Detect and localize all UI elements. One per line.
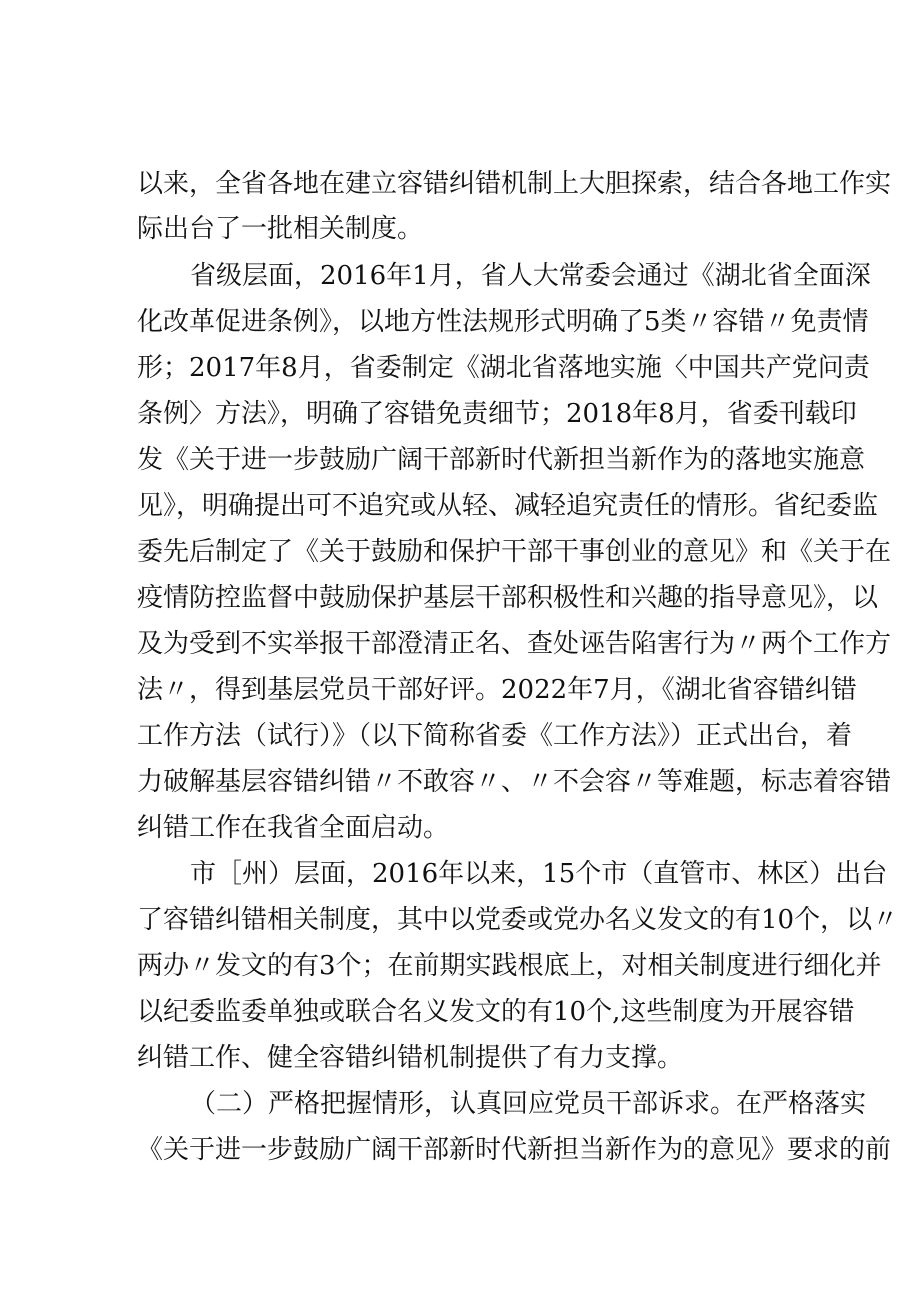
paragraph-line: 条例〉方法》，明确了容错免责细节；2018年8月，省委刊载印 [137, 399, 857, 429]
paragraph-line: 力破解基层容错纠错〃不敢容〃、〃不会容〃等难题，标志着容错 [137, 767, 892, 797]
paragraph-line: 工作方法（试行）》（以下简称省委《工作方法》）正式出台，着 [137, 721, 853, 751]
paragraph-line: 形；2017年8月，省委制定《湖北省落地实施〈中国共产党问责 [137, 353, 870, 383]
paragraph-line: 及为受到不实举报干部澄清正名、查处诬告陷害行为〃两个工作方 [137, 629, 892, 659]
paragraph-line: 以来，全省各地在建立容错纠错机制上大胆探索，结合各地工作实 [137, 169, 892, 199]
paragraph-line: 化改革促进条例》，以地方性法规形式明确了5类〃容错〃免责情 [137, 307, 869, 337]
paragraph-line: 纠错工作在我省全面启动。 [137, 813, 450, 843]
paragraph-line: 见》，明确提出可不追究或从轻、减轻追究责任的情形。省纪委监 [137, 491, 879, 521]
paragraph-line: 了容错纠错相关制度，其中以党委或党办名义发文的有10个，以〃 [137, 905, 899, 935]
paragraph-line: 纠错工作、健全容错纠错机制提供了有力支撑。 [137, 1043, 684, 1073]
paragraph-line: 际出台了一批相关制度。 [137, 214, 424, 244]
paragraph-line: 发《关于进一步鼓励广阔干部新时代新担当新作为的落地实施意 [137, 445, 866, 475]
paragraph-line: 以纪委监委单独或联合名义发文的有10个,这些制度为开展容错 [137, 997, 855, 1027]
paragraph-line: （二）严格把握情形，认真回应党员干部诉求。在严格落实 [190, 1089, 867, 1119]
paragraph-line: 省级层面，2016年1月，省人大常委会通过《湖北省全面深 [190, 261, 871, 291]
paragraph-line: 《关于进一步鼓励广阔干部新时代新担当新作为的意见》要求的前 [137, 1135, 892, 1165]
paragraph-line: 疫情防控监督中鼓励保护基层干部积极性和兴趣的指导意见》，以 [137, 583, 879, 613]
paragraph-line: 市［州）层面，2016年以来，15个市（直管市、林区）出台 [190, 859, 888, 889]
paragraph-line: 两办〃发文的有3个；在前期实践根底上，对相关制度进行细化并 [137, 951, 882, 981]
paragraph-line: 委先后制定了《关于鼓励和保护干部干事创业的意见》和《关于在 [137, 537, 892, 567]
paragraph-line: 法〃，得到基层党员干部好评。2022年7月，《湖北省容错纠错 [137, 675, 857, 705]
